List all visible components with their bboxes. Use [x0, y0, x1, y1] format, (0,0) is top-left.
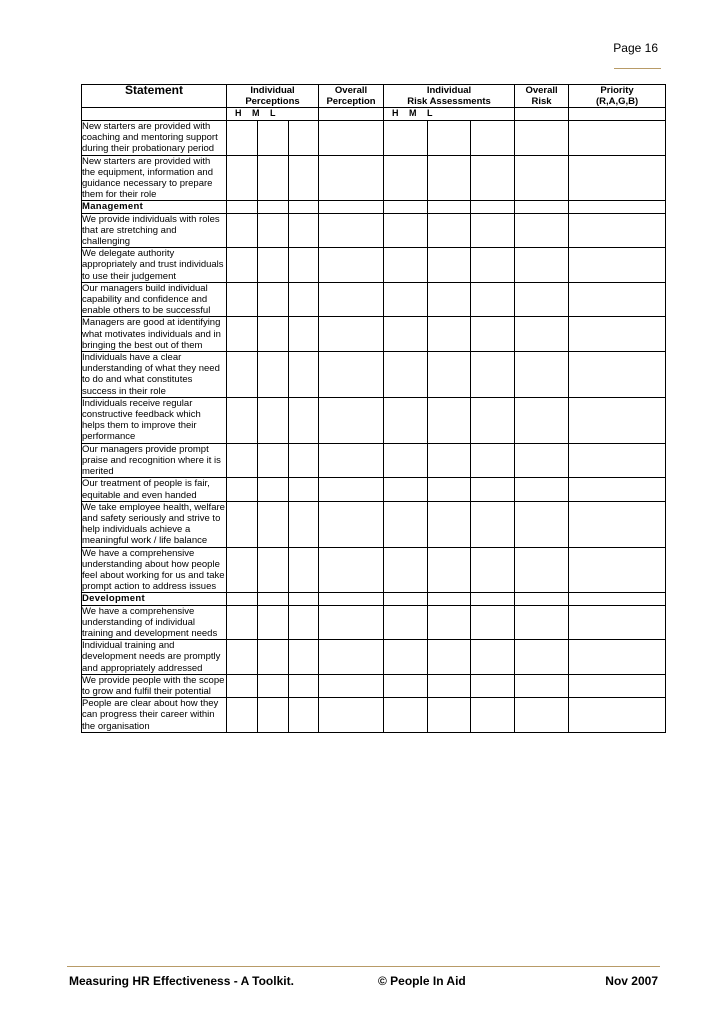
footer-copyright: © People In Aid: [378, 974, 466, 988]
statement-cell: Our treatment of people is fair, equitable and even handed: [82, 478, 227, 501]
rating-cell[interactable]: [319, 478, 384, 501]
statement-cell: We provide individuals with roles that are stretching and challenging: [82, 213, 227, 248]
rating-cell[interactable]: [428, 213, 471, 248]
table-row: [82, 282, 666, 317]
rating-cell[interactable]: [471, 155, 515, 201]
rating-cell[interactable]: [384, 213, 428, 248]
rating-cell[interactable]: [515, 478, 569, 501]
rating-cell[interactable]: [471, 397, 515, 443]
rating-cell[interactable]: [258, 352, 289, 398]
rating-cell[interactable]: [428, 478, 471, 501]
rating-cell[interactable]: [569, 443, 666, 478]
section-row: [82, 201, 666, 213]
rating-cell[interactable]: [471, 352, 515, 398]
rating-cell[interactable]: [384, 248, 428, 283]
table-row: [82, 213, 666, 248]
rating-cell[interactable]: [227, 121, 258, 156]
rating-cell[interactable]: [569, 698, 666, 733]
rating-cell[interactable]: [515, 352, 569, 398]
rating-cell[interactable]: [384, 317, 428, 352]
rating-cell[interactable]: [428, 698, 471, 733]
rating-cell[interactable]: [384, 201, 428, 213]
rating-cell[interactable]: [319, 547, 384, 593]
rating-cell[interactable]: [258, 698, 289, 733]
overall-perception-header: Overall Perception: [319, 85, 384, 108]
rating-cell[interactable]: [569, 201, 666, 213]
table-row: [82, 547, 666, 593]
rating-cell[interactable]: [227, 547, 258, 593]
rating-cell[interactable]: [384, 478, 428, 501]
rating-cell[interactable]: [289, 674, 319, 697]
rating-cell[interactable]: [384, 640, 428, 675]
rating-cell[interactable]: [515, 605, 569, 640]
rating-cell[interactable]: [569, 121, 666, 156]
rating-cell[interactable]: [258, 201, 289, 213]
rating-cell[interactable]: [289, 282, 319, 317]
statement-cell: Our managers provide prompt praise and recognition where it is merited: [82, 443, 227, 478]
rating-cell[interactable]: [258, 478, 289, 501]
rating-cell[interactable]: [289, 397, 319, 443]
rating-cell[interactable]: [569, 501, 666, 547]
rating-cell[interactable]: [428, 443, 471, 478]
rating-cell[interactable]: [471, 593, 515, 605]
rating-cell[interactable]: [471, 317, 515, 352]
statement-header: Statement: [82, 85, 227, 108]
rating-cell[interactable]: [428, 282, 471, 317]
rating-cell[interactable]: [471, 121, 515, 156]
rating-cell[interactable]: [258, 397, 289, 443]
rating-cell[interactable]: [227, 317, 258, 352]
rating-cell[interactable]: [384, 605, 428, 640]
rating-cell[interactable]: [227, 501, 258, 547]
rating-cell[interactable]: [319, 155, 384, 201]
table-header-row: [82, 85, 666, 108]
rating-cell[interactable]: [515, 593, 569, 605]
rating-cell[interactable]: [569, 282, 666, 317]
rating-cell[interactable]: [471, 501, 515, 547]
rating-cell[interactable]: [428, 547, 471, 593]
rating-cell[interactable]: [319, 501, 384, 547]
statement-cell: Individual training and development needs are promptly and appropriately addressed: [82, 640, 227, 675]
table-row: [82, 478, 666, 501]
rating-cell[interactable]: [569, 674, 666, 697]
rating-cell[interactable]: [569, 155, 666, 201]
rating-cell[interactable]: [319, 317, 384, 352]
rating-cell[interactable]: [384, 121, 428, 156]
rating-cell[interactable]: [515, 547, 569, 593]
rating-cell[interactable]: [319, 282, 384, 317]
rating-cell[interactable]: [227, 698, 258, 733]
rating-cell[interactable]: [384, 443, 428, 478]
rating-cell[interactable]: [515, 121, 569, 156]
rating-cell[interactable]: [227, 352, 258, 398]
page-number: Page 16: [613, 41, 658, 55]
rating-cell[interactable]: [289, 593, 319, 605]
table-row: [82, 501, 666, 547]
rating-cell[interactable]: [428, 248, 471, 283]
statement-cell: We provide people with the scope to grow and fulfil their potential: [82, 674, 227, 697]
assessment-table: [81, 84, 666, 733]
individual-perceptions-header: Individual Perceptions: [227, 85, 319, 108]
table-row: [82, 397, 666, 443]
statement-cell: People are clear about how they can progress their career within the organisation: [82, 698, 227, 733]
statement-cell: Individuals receive regular constructive feedback which helps them to improve their performance: [82, 397, 227, 443]
rating-cell[interactable]: [319, 593, 384, 605]
rating-cell[interactable]: [428, 121, 471, 156]
rating-cell[interactable]: [258, 282, 289, 317]
rating-cell[interactable]: [569, 397, 666, 443]
statement-cell: We have a comprehensive understanding about how people feel about working for us and take prompt action to address issues: [82, 547, 225, 593]
rating-cell[interactable]: [515, 640, 569, 675]
section-row: [82, 593, 666, 605]
rating-cell[interactable]: [289, 478, 319, 501]
rating-cell[interactable]: [428, 397, 471, 443]
rating-cell[interactable]: [515, 282, 569, 317]
rating-cell[interactable]: [428, 674, 471, 697]
rating-cell[interactable]: [515, 397, 569, 443]
footer-rule: [67, 966, 660, 967]
rating-cell[interactable]: [428, 201, 471, 213]
rating-cell[interactable]: [471, 640, 515, 675]
table-row: [82, 698, 666, 733]
footer-date: Nov 2007: [605, 974, 658, 988]
rating-cell[interactable]: [258, 605, 289, 640]
rating-cell[interactable]: [319, 121, 384, 156]
rating-cell[interactable]: [289, 155, 319, 201]
section-heading: Development: [82, 593, 227, 605]
table-row: [82, 674, 666, 697]
rating-cell[interactable]: [471, 478, 515, 501]
rating-cell[interactable]: [471, 698, 515, 733]
rating-cell[interactable]: [471, 605, 515, 640]
rating-cell[interactable]: [428, 155, 471, 201]
rating-cell[interactable]: [258, 213, 289, 248]
table-row: [82, 248, 666, 283]
statement-cell: We have a comprehensive understanding of individual training and development needs: [82, 605, 227, 640]
rating-cell[interactable]: [471, 674, 515, 697]
rating-cell[interactable]: [384, 674, 428, 697]
rating-cell[interactable]: [471, 282, 515, 317]
rating-cell[interactable]: [569, 248, 666, 283]
rating-cell[interactable]: [569, 605, 666, 640]
rating-cell[interactable]: [289, 317, 319, 352]
section-heading: Management: [82, 201, 227, 213]
table-row: [82, 443, 666, 478]
rating-cell[interactable]: [319, 674, 384, 697]
table-row: [82, 155, 666, 201]
rating-cell[interactable]: [227, 397, 258, 443]
rating-cell[interactable]: [258, 121, 289, 156]
rating-cell[interactable]: [258, 248, 289, 283]
table-row: [82, 352, 666, 398]
rating-cell[interactable]: [227, 282, 258, 317]
rating-cell[interactable]: [289, 213, 319, 248]
rating-cell[interactable]: [289, 121, 319, 156]
rating-cell[interactable]: [384, 501, 428, 547]
rating-cell[interactable]: [289, 547, 319, 593]
rating-cell[interactable]: [515, 443, 569, 478]
hml-subheader-row: [82, 108, 666, 121]
rating-cell[interactable]: [319, 443, 384, 478]
rating-cell[interactable]: [384, 352, 428, 398]
rating-cell[interactable]: [227, 155, 258, 201]
rating-cell[interactable]: [428, 352, 471, 398]
rating-cell[interactable]: [319, 698, 384, 733]
rating-cell[interactable]: [471, 248, 515, 283]
rating-cell[interactable]: [569, 213, 666, 248]
rating-cell[interactable]: [515, 201, 569, 213]
priority-header: Priority (R,A,G,B): [569, 85, 666, 108]
rating-cell[interactable]: [384, 593, 428, 605]
rating-cell[interactable]: [258, 547, 289, 593]
rating-cell[interactable]: [515, 317, 569, 352]
table-row: [82, 640, 666, 675]
overall-risk-header: Overall Risk: [515, 85, 569, 108]
table-row: [82, 605, 666, 640]
rating-cell[interactable]: [428, 317, 471, 352]
rating-cell[interactable]: [319, 201, 384, 213]
rating-cell[interactable]: [515, 674, 569, 697]
rating-cell[interactable]: [319, 213, 384, 248]
rating-cell[interactable]: [227, 478, 258, 501]
header-rule: [614, 68, 661, 69]
rating-cell[interactable]: [515, 698, 569, 733]
rating-cell[interactable]: [384, 397, 428, 443]
rating-cell[interactable]: [319, 397, 384, 443]
statement-cell: Individuals have a clear understanding of what they need to do and what constitutes success in their role: [82, 352, 227, 398]
rating-cell[interactable]: [227, 674, 258, 697]
rating-cell[interactable]: [428, 593, 471, 605]
rating-cell[interactable]: [569, 352, 666, 398]
rating-cell[interactable]: [289, 698, 319, 733]
rating-cell[interactable]: [319, 352, 384, 398]
rating-cell[interactable]: [258, 593, 289, 605]
rating-cell[interactable]: [258, 640, 289, 675]
rating-cell[interactable]: [319, 640, 384, 675]
rating-cell[interactable]: [289, 248, 319, 283]
rating-cell[interactable]: [289, 443, 319, 478]
rating-cell[interactable]: [289, 605, 319, 640]
rating-cell[interactable]: [258, 317, 289, 352]
statement-cell: New starters are provided with coaching and mentoring support during their probationary period: [82, 121, 227, 156]
rating-cell[interactable]: [428, 640, 471, 675]
rating-cell[interactable]: [384, 547, 428, 593]
rating-cell[interactable]: [515, 248, 569, 283]
statement-cell: New starters are provided with the equipment, information and guidance necessary to prepare them for their role: [82, 155, 227, 201]
rating-cell[interactable]: [289, 352, 319, 398]
rating-cell[interactable]: [569, 317, 666, 352]
rating-cell[interactable]: [319, 605, 384, 640]
rating-cell[interactable]: [384, 282, 428, 317]
rating-cell[interactable]: [471, 213, 515, 248]
rating-cell[interactable]: [258, 443, 289, 478]
table-row: [82, 317, 666, 352]
rating-cell[interactable]: [471, 201, 515, 213]
rating-cell[interactable]: [569, 547, 666, 593]
table-row: [82, 121, 666, 156]
statement-cell: We delegate authority appropriately and trust individuals to use their judgement: [82, 248, 227, 283]
rating-cell[interactable]: [258, 501, 289, 547]
rating-cell[interactable]: [428, 501, 471, 547]
rating-cell[interactable]: [227, 201, 258, 213]
rating-cell[interactable]: [569, 478, 666, 501]
statement-cell: Our managers build individual capability and confidence and enable others to be successful: [82, 282, 227, 317]
rating-cell[interactable]: [227, 640, 258, 675]
rating-cell[interactable]: [227, 593, 258, 605]
rating-cell[interactable]: [319, 248, 384, 283]
rating-cell[interactable]: [569, 640, 666, 675]
rating-cell[interactable]: [227, 443, 258, 478]
rating-cell[interactable]: [515, 155, 569, 201]
hml-risk-label: H M L: [384, 108, 515, 121]
statement-cell: Managers are good at identifying what motivates individuals and in bringing the best out of them: [82, 317, 227, 352]
rating-cell[interactable]: [428, 605, 471, 640]
rating-cell[interactable]: [471, 547, 515, 593]
rating-cell[interactable]: [227, 605, 258, 640]
rating-cell[interactable]: [258, 155, 289, 201]
rating-cell[interactable]: [227, 213, 258, 248]
rating-cell[interactable]: [384, 155, 428, 201]
rating-cell[interactable]: [384, 698, 428, 733]
statement-cell: We take employee health, welfare and safety seriously and strive to help individuals achieve a meaningful work / life balance: [82, 501, 225, 547]
rating-cell[interactable]: [471, 443, 515, 478]
rating-cell[interactable]: [227, 248, 258, 283]
rating-cell[interactable]: [569, 593, 666, 605]
rating-cell[interactable]: [258, 674, 289, 697]
individual-risk-header: Individual Risk Assessments: [384, 85, 515, 108]
rating-cell[interactable]: [515, 213, 569, 248]
rating-cell[interactable]: [289, 201, 319, 213]
footer-title: Measuring HR Effectiveness - A Toolkit.: [69, 974, 294, 988]
rating-cell[interactable]: [289, 640, 319, 675]
rating-cell[interactable]: [515, 501, 569, 547]
rating-cell[interactable]: [289, 501, 319, 547]
hml-perceptions-label: H M L: [227, 108, 319, 121]
